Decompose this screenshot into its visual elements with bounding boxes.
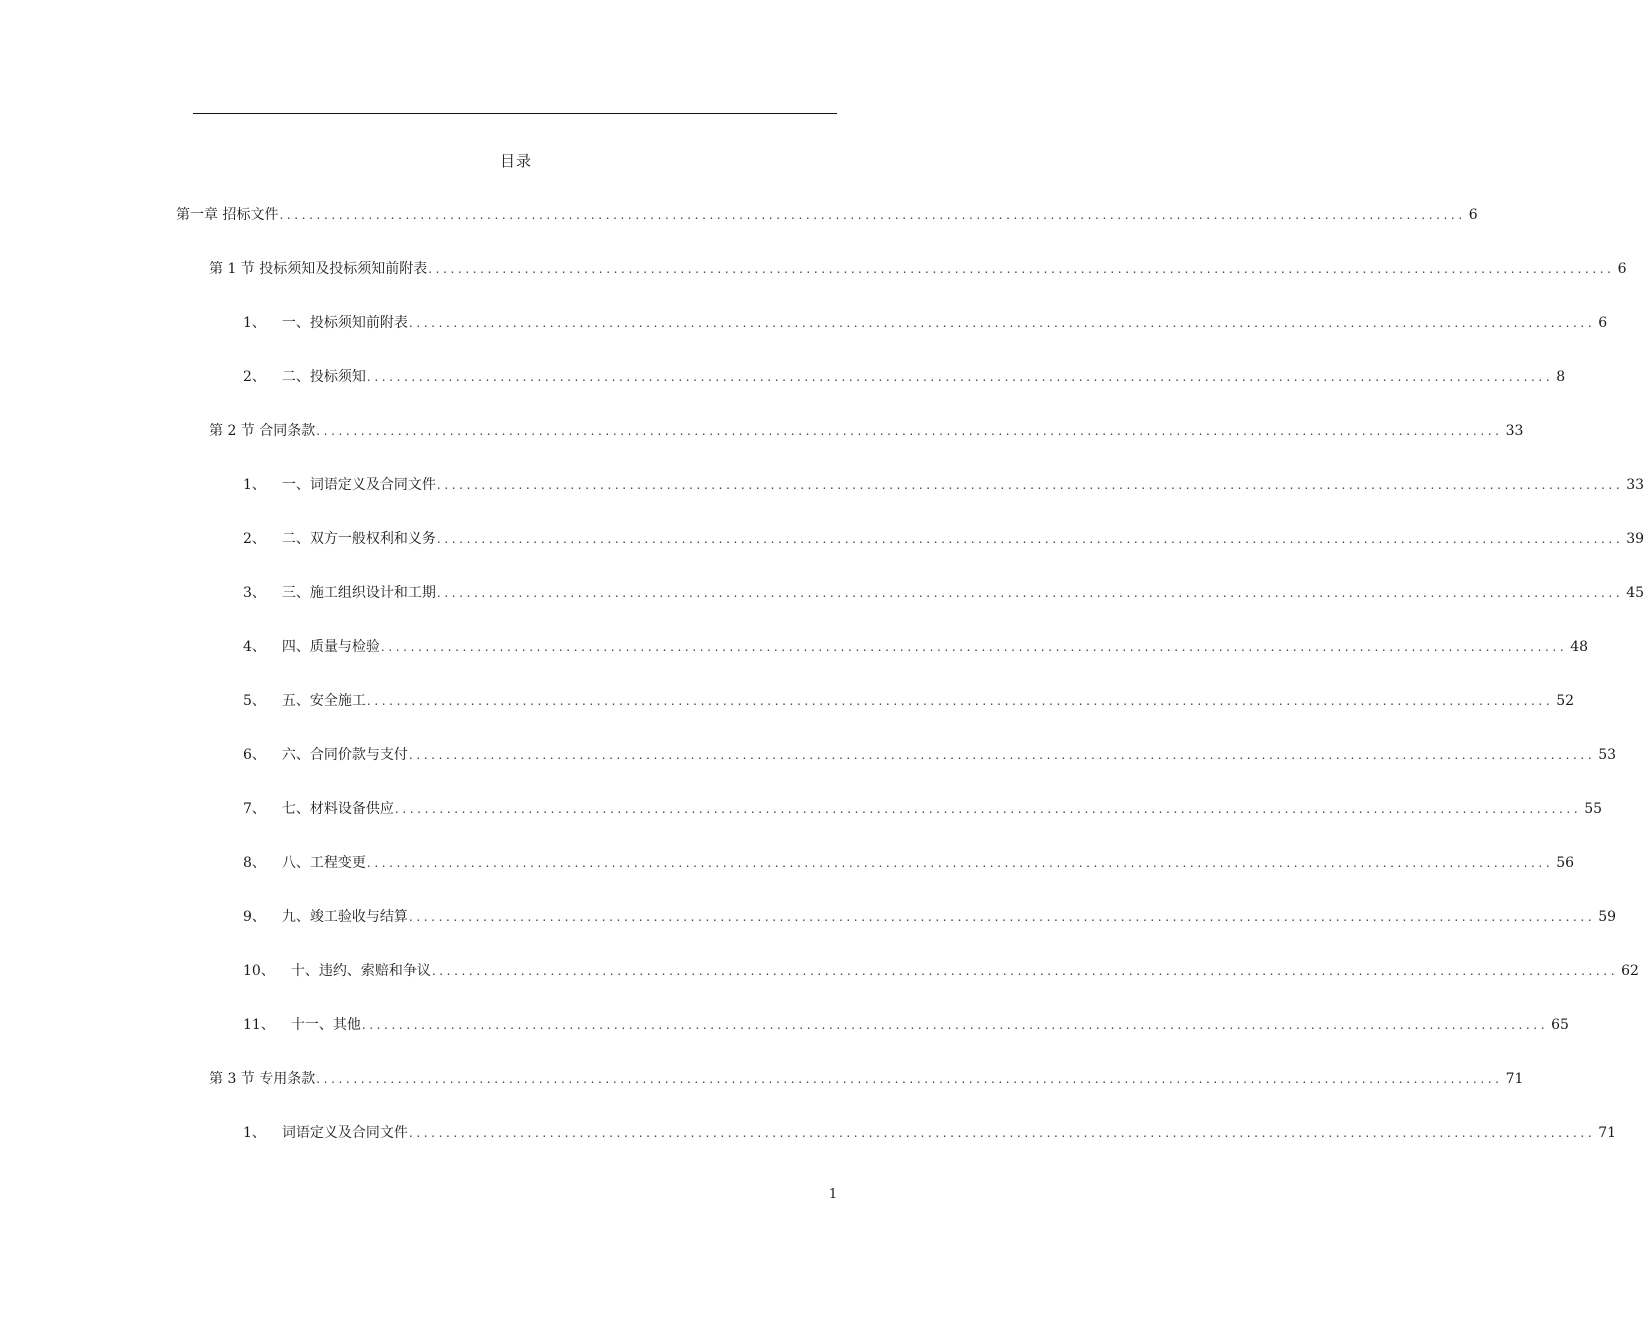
toc-entry-label: 第 1 节 投标须知及投标须知前附表 — [209, 261, 428, 277]
toc-entry-page: 59 — [1598, 909, 1617, 925]
toc-entry-label: 二、双方一般权利和义务 — [281, 531, 436, 547]
toc-entry-item[interactable] — [243, 312, 1608, 334]
page-number: 1 — [828, 1187, 838, 1202]
toc-entry-item[interactable] — [243, 636, 1589, 658]
toc-dot-leader: ................................................................................................................................................................ — [394, 802, 1582, 816]
toc-dot-leader: ................................................................................................................................................................ — [436, 586, 1624, 600]
toc-dot-leader: ................................................................................................................................................................ — [408, 316, 1596, 330]
toc-entry-page: 56 — [1556, 855, 1575, 871]
toc-entry-item[interactable] — [243, 1014, 1569, 1036]
toc-entry-item[interactable] — [243, 960, 1639, 982]
toc-dot-leader: ................................................................................................................................................................ — [436, 478, 1624, 492]
toc-entry-number: 9、 — [243, 909, 266, 925]
toc-entry-label: 一、投标须知前附表 — [281, 315, 408, 331]
toc-entry-label: 十、违约、索赔和争议 — [290, 963, 431, 979]
toc-entry-page: 45 — [1626, 585, 1644, 601]
toc-entry-page: 53 — [1598, 747, 1617, 763]
toc-dot-leader: ................................................................................................................................................................ — [366, 370, 1554, 384]
toc-entry-label: 六、合同价款与支付 — [281, 747, 408, 763]
toc-entry-label: 词语定义及合同文件 — [281, 1125, 408, 1141]
toc-dot-leader: ................................................................................................................................................................ — [366, 694, 1554, 708]
toc-entry-page: 6 — [1617, 261, 1627, 277]
toc-entry-page: 6 — [1468, 207, 1478, 223]
toc-entry-label: 七、材料设备供应 — [281, 801, 394, 817]
toc-entry-number: 5、 — [243, 693, 266, 709]
toc-entry-page: 55 — [1584, 801, 1603, 817]
toc-entry-page: 71 — [1505, 1071, 1524, 1087]
toc-entry-page: 39 — [1626, 531, 1644, 547]
toc-entry-item[interactable] — [243, 906, 1617, 928]
toc-entry-page: 48 — [1570, 639, 1589, 655]
toc-entry-item[interactable] — [243, 1122, 1617, 1144]
toc-entry-item[interactable] — [243, 690, 1575, 712]
toc-entry-label: 第 3 节 专用条款 — [209, 1071, 316, 1087]
toc-entry-page: 65 — [1551, 1017, 1569, 1033]
toc-entry-label: 九、竣工验收与结算 — [281, 909, 408, 925]
toc-entry-page: 8 — [1556, 369, 1566, 385]
toc-entry-label: 八、工程变更 — [281, 855, 366, 871]
toc-entry-number: 10、 — [243, 963, 275, 979]
toc-dot-leader: ................................................................................................................................................................ — [408, 1126, 1596, 1140]
toc-entry-chapter-1[interactable] — [176, 204, 1478, 226]
toc-entry-label: 第一章 招标文件 — [176, 207, 279, 223]
header-rule — [193, 113, 837, 114]
toc-entry-item[interactable] — [243, 744, 1617, 766]
toc-entry-page: 71 — [1598, 1125, 1617, 1141]
toc-dot-leader: ................................................................................................................................................................ — [316, 1072, 1503, 1086]
toc-entry-item[interactable] — [243, 798, 1603, 820]
toc-entry-number: 1、 — [243, 477, 266, 493]
toc-entry-label: 五、安全施工 — [281, 693, 366, 709]
toc-entry-section-1[interactable] — [209, 258, 1627, 280]
toc-dot-leader: ................................................................................................................................................................ — [436, 532, 1624, 546]
toc-entry-page: 33 — [1626, 477, 1644, 493]
toc-entry-page: 52 — [1556, 693, 1575, 709]
toc-dot-leader: ................................................................................................................................................................ — [428, 262, 1615, 276]
toc-entry-label: 十一、其他 — [290, 1017, 361, 1033]
toc-entry-item[interactable] — [243, 474, 1644, 496]
toc-entry-number: 7、 — [243, 801, 266, 817]
toc-title: 目录 — [499, 152, 532, 170]
toc-entry-item[interactable] — [243, 366, 1566, 388]
toc-entry-section-2[interactable] — [209, 420, 1524, 442]
toc-dot-leader: ................................................................................................................................................................ — [431, 964, 1619, 978]
toc-dot-leader: ................................................................................................................................................................ — [361, 1018, 1549, 1032]
toc-entry-section-3[interactable] — [209, 1068, 1524, 1090]
toc-entry-number: 8、 — [243, 855, 266, 871]
toc-entry-item[interactable] — [243, 528, 1644, 550]
toc-entry-number: 2、 — [243, 369, 266, 385]
toc-entry-label: 二、投标须知 — [281, 369, 366, 385]
toc-dot-leader: ................................................................................................................................................................ — [408, 748, 1596, 762]
toc-entry-label: 第 2 节 合同条款 — [209, 423, 316, 439]
toc-entry-item[interactable] — [243, 582, 1644, 604]
toc-dot-leader: ................................................................................................................................................................ — [316, 424, 1503, 438]
toc-dot-leader: ................................................................................................................................................................ — [408, 910, 1596, 924]
toc-entry-number: 3、 — [243, 585, 266, 601]
toc-dot-leader: ................................................................................................................................................................ — [279, 208, 1466, 222]
toc-entry-item[interactable] — [243, 852, 1575, 874]
toc-entry-label: 一、词语定义及合同文件 — [281, 477, 436, 493]
toc-entry-number: 11、 — [243, 1017, 275, 1033]
toc-entry-page: 33 — [1505, 423, 1524, 439]
toc-dot-leader: ................................................................................................................................................................ — [380, 640, 1568, 654]
toc-dot-leader: ................................................................................................................................................................ — [366, 856, 1554, 870]
toc-entry-page: 62 — [1621, 963, 1639, 979]
toc-entry-number: 1、 — [243, 315, 266, 331]
toc-entry-number: 6、 — [243, 747, 266, 763]
toc-entry-label: 三、施工组织设计和工期 — [281, 585, 436, 601]
toc-entry-number: 1、 — [243, 1125, 266, 1141]
toc-entry-number: 2、 — [243, 531, 266, 547]
toc-entry-number: 4、 — [243, 639, 266, 655]
toc-entry-label: 四、质量与检验 — [281, 639, 380, 655]
toc-entry-page: 6 — [1598, 315, 1608, 331]
